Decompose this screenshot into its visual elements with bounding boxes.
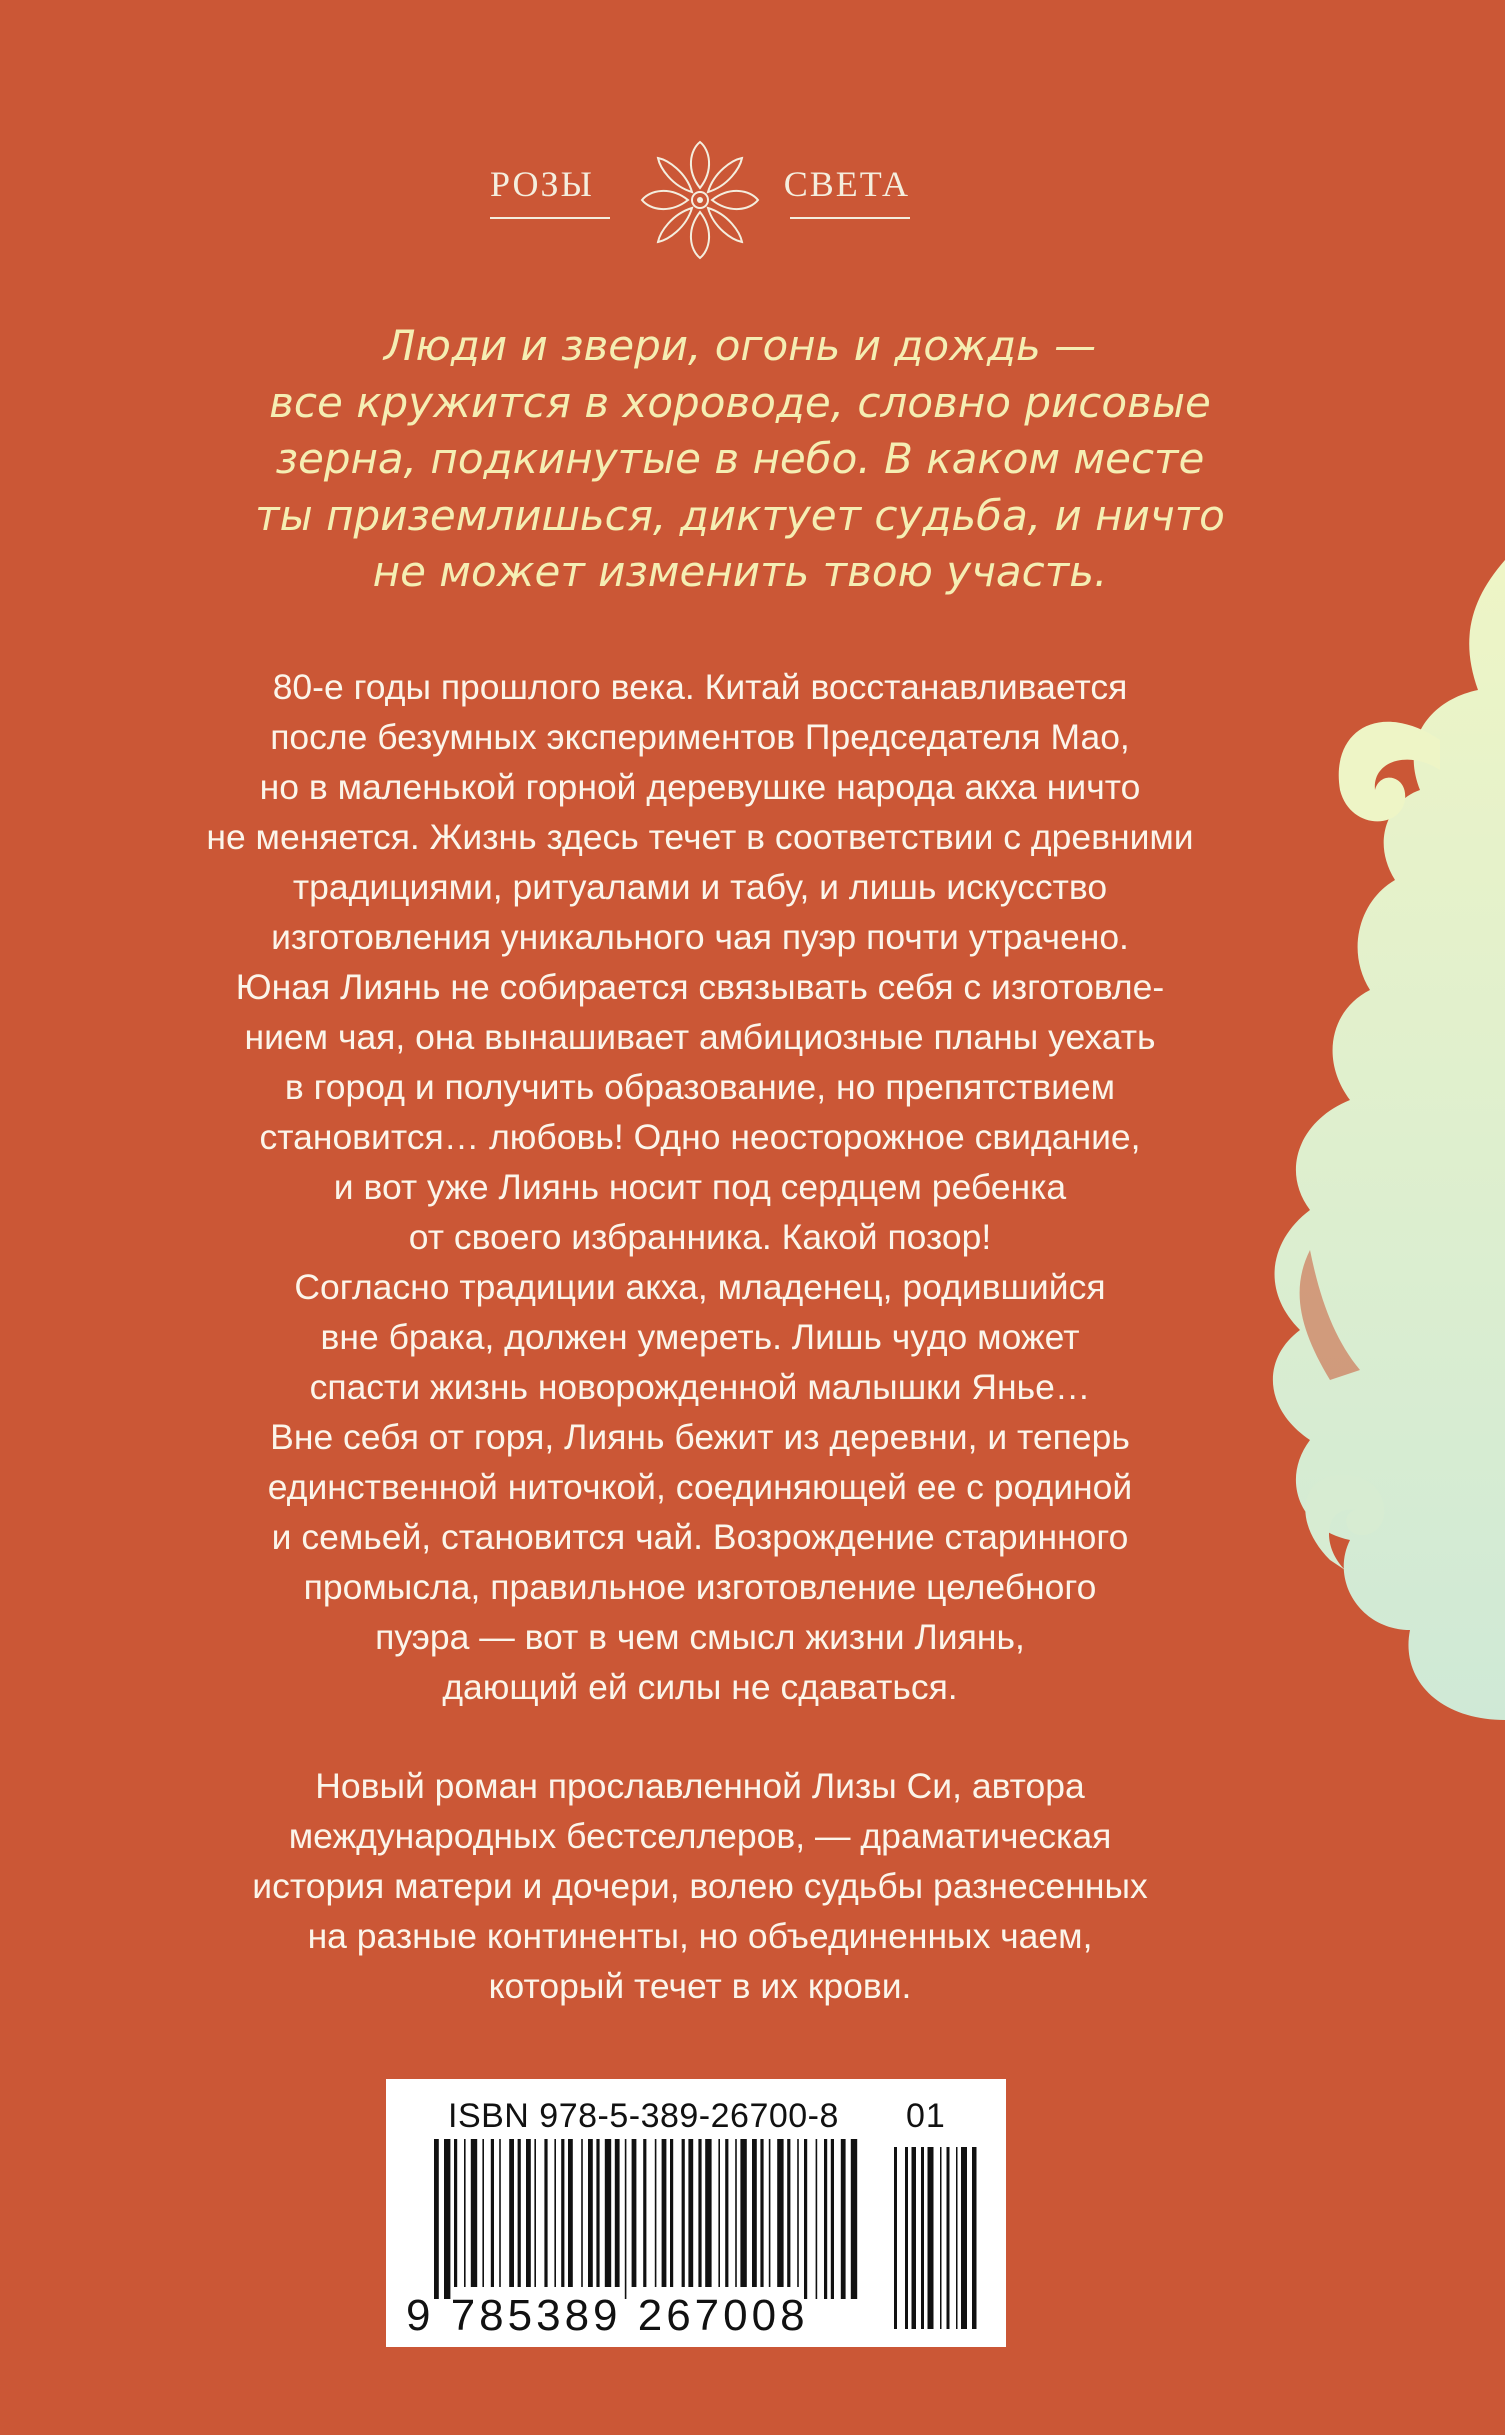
barcode-bar [482, 2139, 484, 2287]
barcode-bar [698, 2139, 701, 2287]
barcode-bar [454, 2139, 457, 2287]
series-rule-left [490, 217, 610, 219]
synopsis-line: Вне себя от горя, Лиянь бежит из деревни, и теперь [270, 1417, 1130, 1457]
barcode-bar [471, 2139, 477, 2287]
barcode-addon-bar [912, 2147, 917, 2329]
flower-icon [635, 135, 765, 265]
series-logo [490, 135, 910, 265]
barcode-addon-bar [905, 2147, 908, 2329]
barcode-bar [797, 2139, 799, 2287]
barcode-bar [769, 2139, 771, 2287]
epigraph-line: не может изменить твою участь. [372, 547, 1108, 596]
isbn-label: ISBN 978-5-389-26700-8 [448, 2097, 839, 2135]
barcode-bar [596, 2139, 599, 2287]
barcode-bar [735, 2139, 737, 2287]
synopsis-line: и семьей, становится чай. Возрождение старинного [271, 1517, 1129, 1557]
barcode-addon-bar [940, 2147, 942, 2329]
closing-paragraph [160, 1761, 1240, 2011]
barcode-bar [434, 2139, 439, 2299]
barcode-bar [544, 2139, 547, 2287]
epigraph-line: Люди и звери, огонь и дождь — [383, 321, 1097, 370]
barcode-addon-bar [921, 2147, 924, 2329]
barcode-bar [588, 2139, 593, 2287]
synopsis-line: спасти жизнь новорожденной малышки Янье… [309, 1367, 1091, 1407]
synopsis-line: единственной ниточкой, соединяющей ее с родиной [267, 1467, 1133, 1507]
epigraph-line: ты приземлишься, диктует судьба, и ничто [255, 490, 1225, 540]
barcode-bar [705, 2139, 711, 2287]
barcode-bar [509, 2139, 514, 2287]
barcode-addon-bar [961, 2147, 967, 2329]
closing-line: Новый роман прославленной Лизы Си, автора [315, 1766, 1085, 1806]
synopsis-line: и вот уже Лиянь носит под сердцем ребенка [333, 1167, 1067, 1207]
synopsis-line: традициями, ритуалами и табу, и лишь искусство [292, 867, 1108, 907]
series-word-right: СВЕТА [783, 164, 910, 204]
closing-line: который течет в их крови. [488, 1966, 912, 2006]
barcode-bar [615, 2139, 620, 2287]
synopsis-line: нием чая, она вынашивает амбициозные планы уехать [244, 1017, 1156, 1057]
barcode-bar [740, 2139, 746, 2287]
barcode-bar [662, 2139, 667, 2287]
barcode-bar [491, 2139, 494, 2287]
barcode-bar [499, 2139, 501, 2287]
barcode-bar [518, 2139, 521, 2287]
barcode-bar [682, 2139, 685, 2287]
epigraph [240, 318, 1240, 601]
synopsis-line: становится… любовь! Одно неосторожное свидание, [259, 1117, 1141, 1157]
barcode-bar [824, 2139, 827, 2299]
barcode-bar [632, 2139, 637, 2287]
barcode-bar [688, 2139, 693, 2287]
barcode-bar [526, 2139, 531, 2287]
barcode-bar [760, 2139, 763, 2287]
synopsis-line: 80-е годы прошлого века. Китай восстанавливается [272, 667, 1128, 707]
synopsis-line: изготовления уникального чая пуэр почти утрачено. [271, 917, 1129, 957]
isbn-barcode [386, 2079, 1006, 2347]
barcode-bar [841, 2139, 846, 2299]
synopsis-line: вне брака, должен умереть. Лишь чудо может [320, 1317, 1080, 1357]
barcode-bar [752, 2139, 757, 2287]
closing-line: история матери и дочери, волею судьбы разнесенных [252, 1866, 1148, 1906]
barcode-bar [464, 2139, 466, 2287]
synopsis-line: дающий ей силы не сдаваться. [442, 1667, 958, 1707]
closing-line: на разные континенты, но объединенных чаем, [307, 1916, 1093, 1956]
series-word-left: РОЗЫ [490, 164, 594, 204]
synopsis-line: Согласно традиции акха, младенец, родившийся [294, 1267, 1106, 1307]
barcode-addon-bar [928, 2147, 934, 2329]
series-rule-right [790, 217, 910, 219]
synopsis-line: в город и получить образование, но препятствием [284, 1067, 1116, 1107]
synopsis-paragraph [160, 662, 1240, 1712]
synopsis-line: от своего избранника. Какой позор! [408, 1217, 992, 1257]
barcode-addon-bar [972, 2147, 977, 2329]
barcode-bar [568, 2139, 573, 2287]
synopsis-line: но в маленькой горной деревушке народа акха ничто [259, 767, 1141, 807]
barcode-bar [718, 2139, 720, 2287]
barcode-bar [777, 2139, 783, 2287]
barcode-bar [725, 2139, 728, 2287]
barcode-bar [561, 2139, 564, 2287]
barcode-bar [605, 2139, 611, 2287]
closing-line: международных бестселлеров, — драматическая [288, 1816, 1112, 1856]
epigraph-line: зерна, подкинутые в небо. В каком месте [275, 434, 1205, 483]
epigraph-line: все кружится в хороводе, словно рисовые [269, 377, 1211, 427]
synopsis-line: не меняется. Жизнь здесь течет в соответствии с древними [206, 817, 1194, 857]
barcode-bar [851, 2139, 857, 2299]
ean-number: 9 785389 267008 [406, 2291, 809, 2340]
barcode-addon-bar [894, 2147, 897, 2329]
synopsis-line: промысла, правильное изготовление целебного [303, 1567, 1097, 1607]
synopsis-line: после безумных экспериментов Председателя Мао, [270, 717, 1130, 757]
barcode-addon-bar [956, 2147, 958, 2329]
synopsis-line: пуэра — вот в чем смысл жизни Лиянь, [375, 1617, 1025, 1657]
barcode-bar [804, 2139, 807, 2299]
barcode-bar [534, 2139, 536, 2287]
barcode-bar [625, 2139, 627, 2299]
barcode-bar [670, 2139, 673, 2287]
barcode-addon-code: 01 [906, 2097, 946, 2135]
synopsis-line: Юная Лиянь не собирается связывать себя с изготовле- [235, 967, 1165, 1007]
barcode-bar [831, 2139, 834, 2299]
barcode-bar [787, 2139, 790, 2287]
barcode-bar [655, 2139, 657, 2287]
barcode-bar [643, 2139, 646, 2287]
barcode-bar [581, 2139, 583, 2287]
barcode-bar [444, 2139, 450, 2299]
barcode-bar [816, 2139, 818, 2299]
barcode-addon-bar [947, 2147, 950, 2329]
barcode-bar [554, 2139, 556, 2287]
